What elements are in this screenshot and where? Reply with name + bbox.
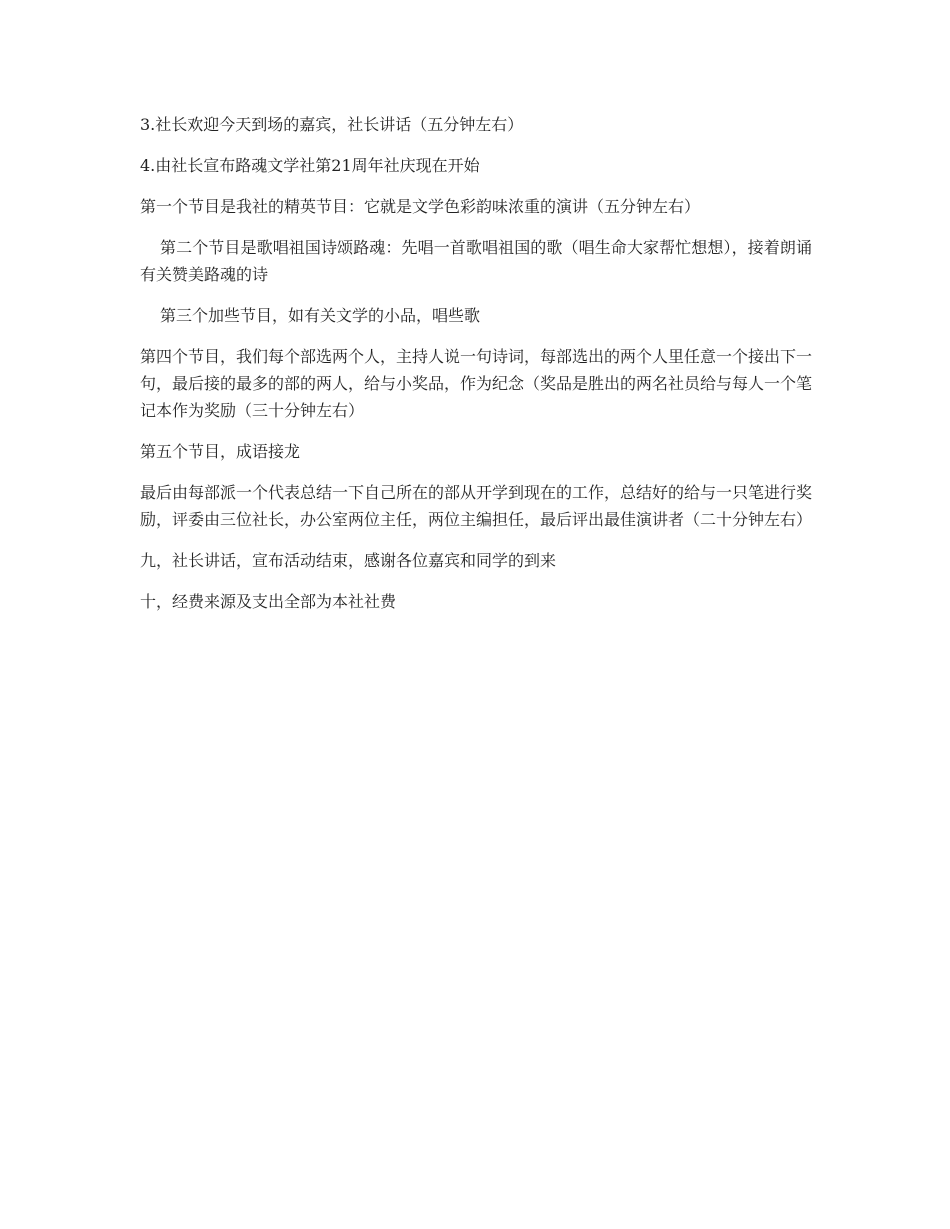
paragraph-program-5: 第五个节目，成语接龙 [140,442,301,461]
document-body [140,111,812,629]
paragraph-anniversary-opening: 4.由社长宣布路魂文学社第21周年社庆现在开始 [140,156,480,175]
paragraph-welcome-speech: 3.社长欢迎今天到场的嘉宾，社长讲话（五分钟左右） [140,115,524,134]
paragraph-summary-awards: 最后由每部派一个代表总结一下自己所在的部从开学到现在的工作，总结好的给与一只笔进行奖励，评委由三位社长，办公室两位主任，两位主编担任，最后评出最佳演讲者（二十分钟左右） [140,483,813,529]
paragraph-program-3: 第三个加些节目，如有关文学的小品，唱些歌 [160,306,481,325]
paragraph-program-2: 第二个节目是歌唱祖国诗颂路魂：先唱一首歌唱祖国的歌（唱生命大家帮忙想想），接着朗诵有关赞美路魂的诗 [140,238,812,284]
paragraph-program-1: 第一个节目是我社的精英节目：它就是文学色彩韵味浓重的演讲（五分钟左右） [140,197,701,216]
paragraph-funding: 十，经费来源及支出全部为本社社费 [140,592,397,611]
paragraph-program-4: 第四个节目，我们每个部选两个人，主持人说一句诗词，每部选出的两个人里任意一个接出下一句，最后接的最多的部的两人，给与小奖品，作为纪念（奖品是胜出的两名社员给与每人一个笔记本作为奖励（三十分钟左右） [140,347,813,420]
paragraph-closing: 九，社长讲话，宣布活动结束，感谢各位嘉宾和同学的到来 [140,551,557,570]
